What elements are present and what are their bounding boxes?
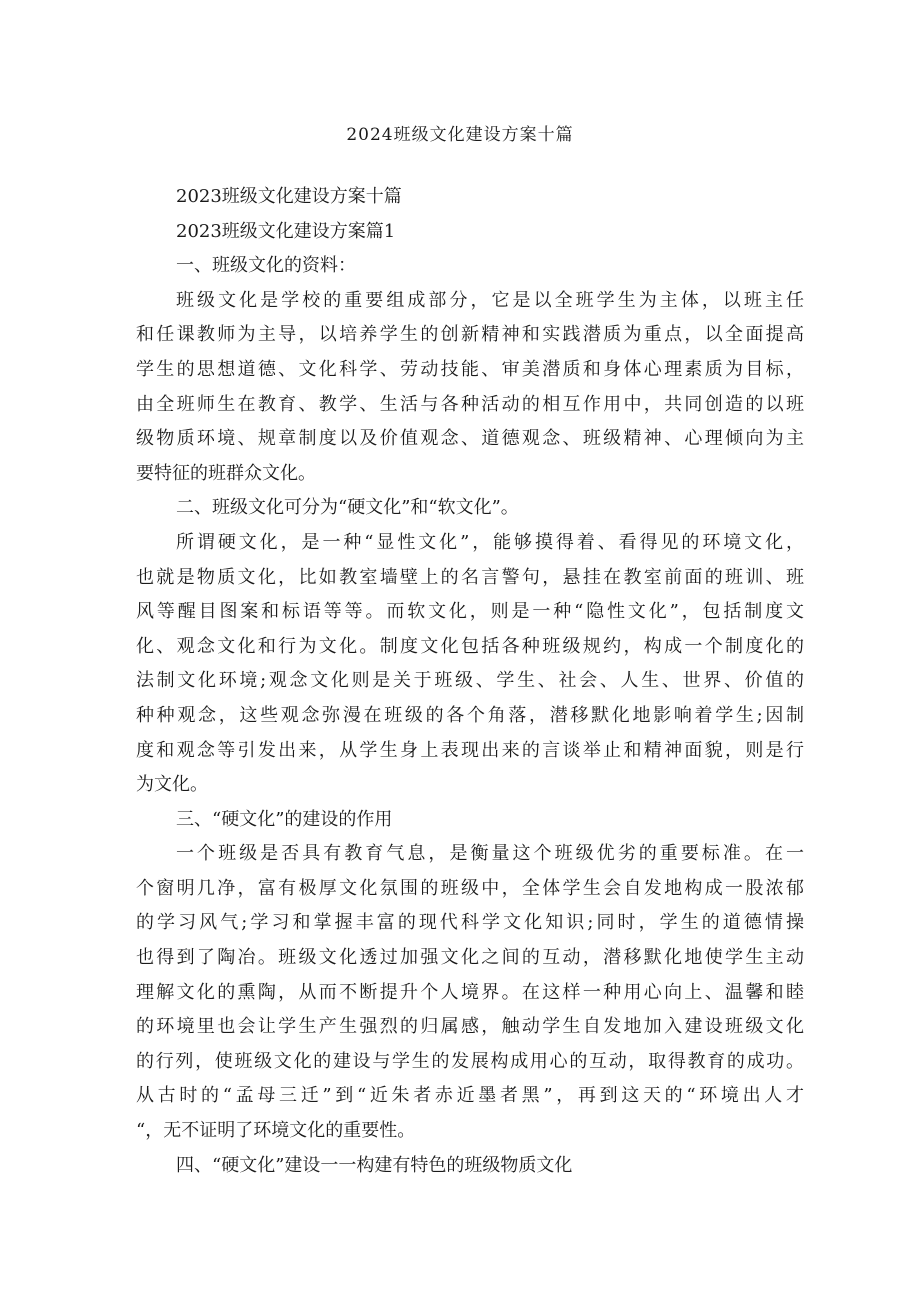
text-line: 的学习风气;学习和掌握丰富的现代科学文化知识;同时，学生的道德情操 [136,912,804,934]
document-title: 2024班级文化建设方案十篇 [346,125,574,145]
text-line: 级物质环境、规章制度以及价值观念、道德观念、班级精神、心理倾向为主 [136,428,804,450]
text-line: “，无不证明了环境文化的重要性。 [136,1120,416,1142]
text-line: 四、“硬文化”建设一一构建有特色的班级物质文化 [176,1154,573,1176]
text-line: 法制文化环境;观念文化则是关于班级、学生、社会、人生、世界、价值的 [136,670,804,692]
text-line: 的环境里也会让学生产生强烈的归属感，触动学生自发地加入建设班级文化 [136,1016,804,1038]
text-line: 化、观念文化和行为文化。制度文化包括各种班级规约，构成一个制度化的 [136,635,804,657]
text-line: 三、“硬文化”的建设的作用 [176,808,393,830]
text-line: 个窗明几净，富有极厚文化氛围的班级中，全体学生会自发地构成一股浓郁 [136,877,804,899]
text-line: 一个班级是否具有教育气息，是衡量这个班级优劣的重要标准。在一 [176,843,804,865]
text-line: 所谓硬文化，是一种“显性文化”，能够摸得着、看得见的环境文化， [176,531,804,553]
text-line: 种种观念，这些观念弥漫在班级的各个角落，潜移默化地影响着学生;因制 [136,704,804,726]
text-line: 也得到了陶冶。班级文化透过加强文化之间的互动，潜移默化地使学生主动 [136,947,804,969]
text-line: 一、班级文化的资料： [176,255,356,277]
text-line: 也就是物质文化，比如教室墙壁上的名言警句，悬挂在教室前面的班训、班 [136,566,804,588]
text-line: 2023班级文化建设方案十篇 [176,186,402,207]
text-line: 二、班级文化可分为“硬文化”和“软文化”。 [176,497,519,519]
text-line: 和任课教师为主导，以培养学生的创新精神和实践潜质为重点，以全面提高 [136,324,804,346]
text-line: 的行列，使班级文化的建设与学生的发展构成用心的互动，取得教育的成功。 [136,1050,804,1072]
text-line: 学生的思想道德、文化科学、劳动技能、审美潜质和身体心理素质为目标， [136,358,804,380]
text-line: 为文化。 [136,774,208,796]
text-line: 度和观念等引发出来，从学生身上表现出来的言谈举止和精神面貌，则是行 [136,739,804,761]
text-line: 由全班师生在教育、教学、生活与各种活动的相互作用中，共同创造的以班 [136,393,804,415]
text-line: 风等醒目图案和标语等等。而软文化，则是一种“隐性文化”，包括制度文 [136,601,804,623]
text-line: 2023班级文化建设方案篇1 [176,220,396,242]
document-body [136,180,804,1183]
text-line: 要特征的班群众文化。 [136,462,316,484]
text-line: 班级文化是学校的重要组成部分，它是以全班学生为主体，以班主任 [176,289,804,311]
text-line: 理解文化的熏陶，从而不断提升个人境界。在这样一种用心向上、温馨和睦 [136,981,804,1003]
text-line: 从古时的“孟母三迁”到“近朱者赤近墨者黑”，再到这天的“环境出人才 [136,1085,804,1107]
